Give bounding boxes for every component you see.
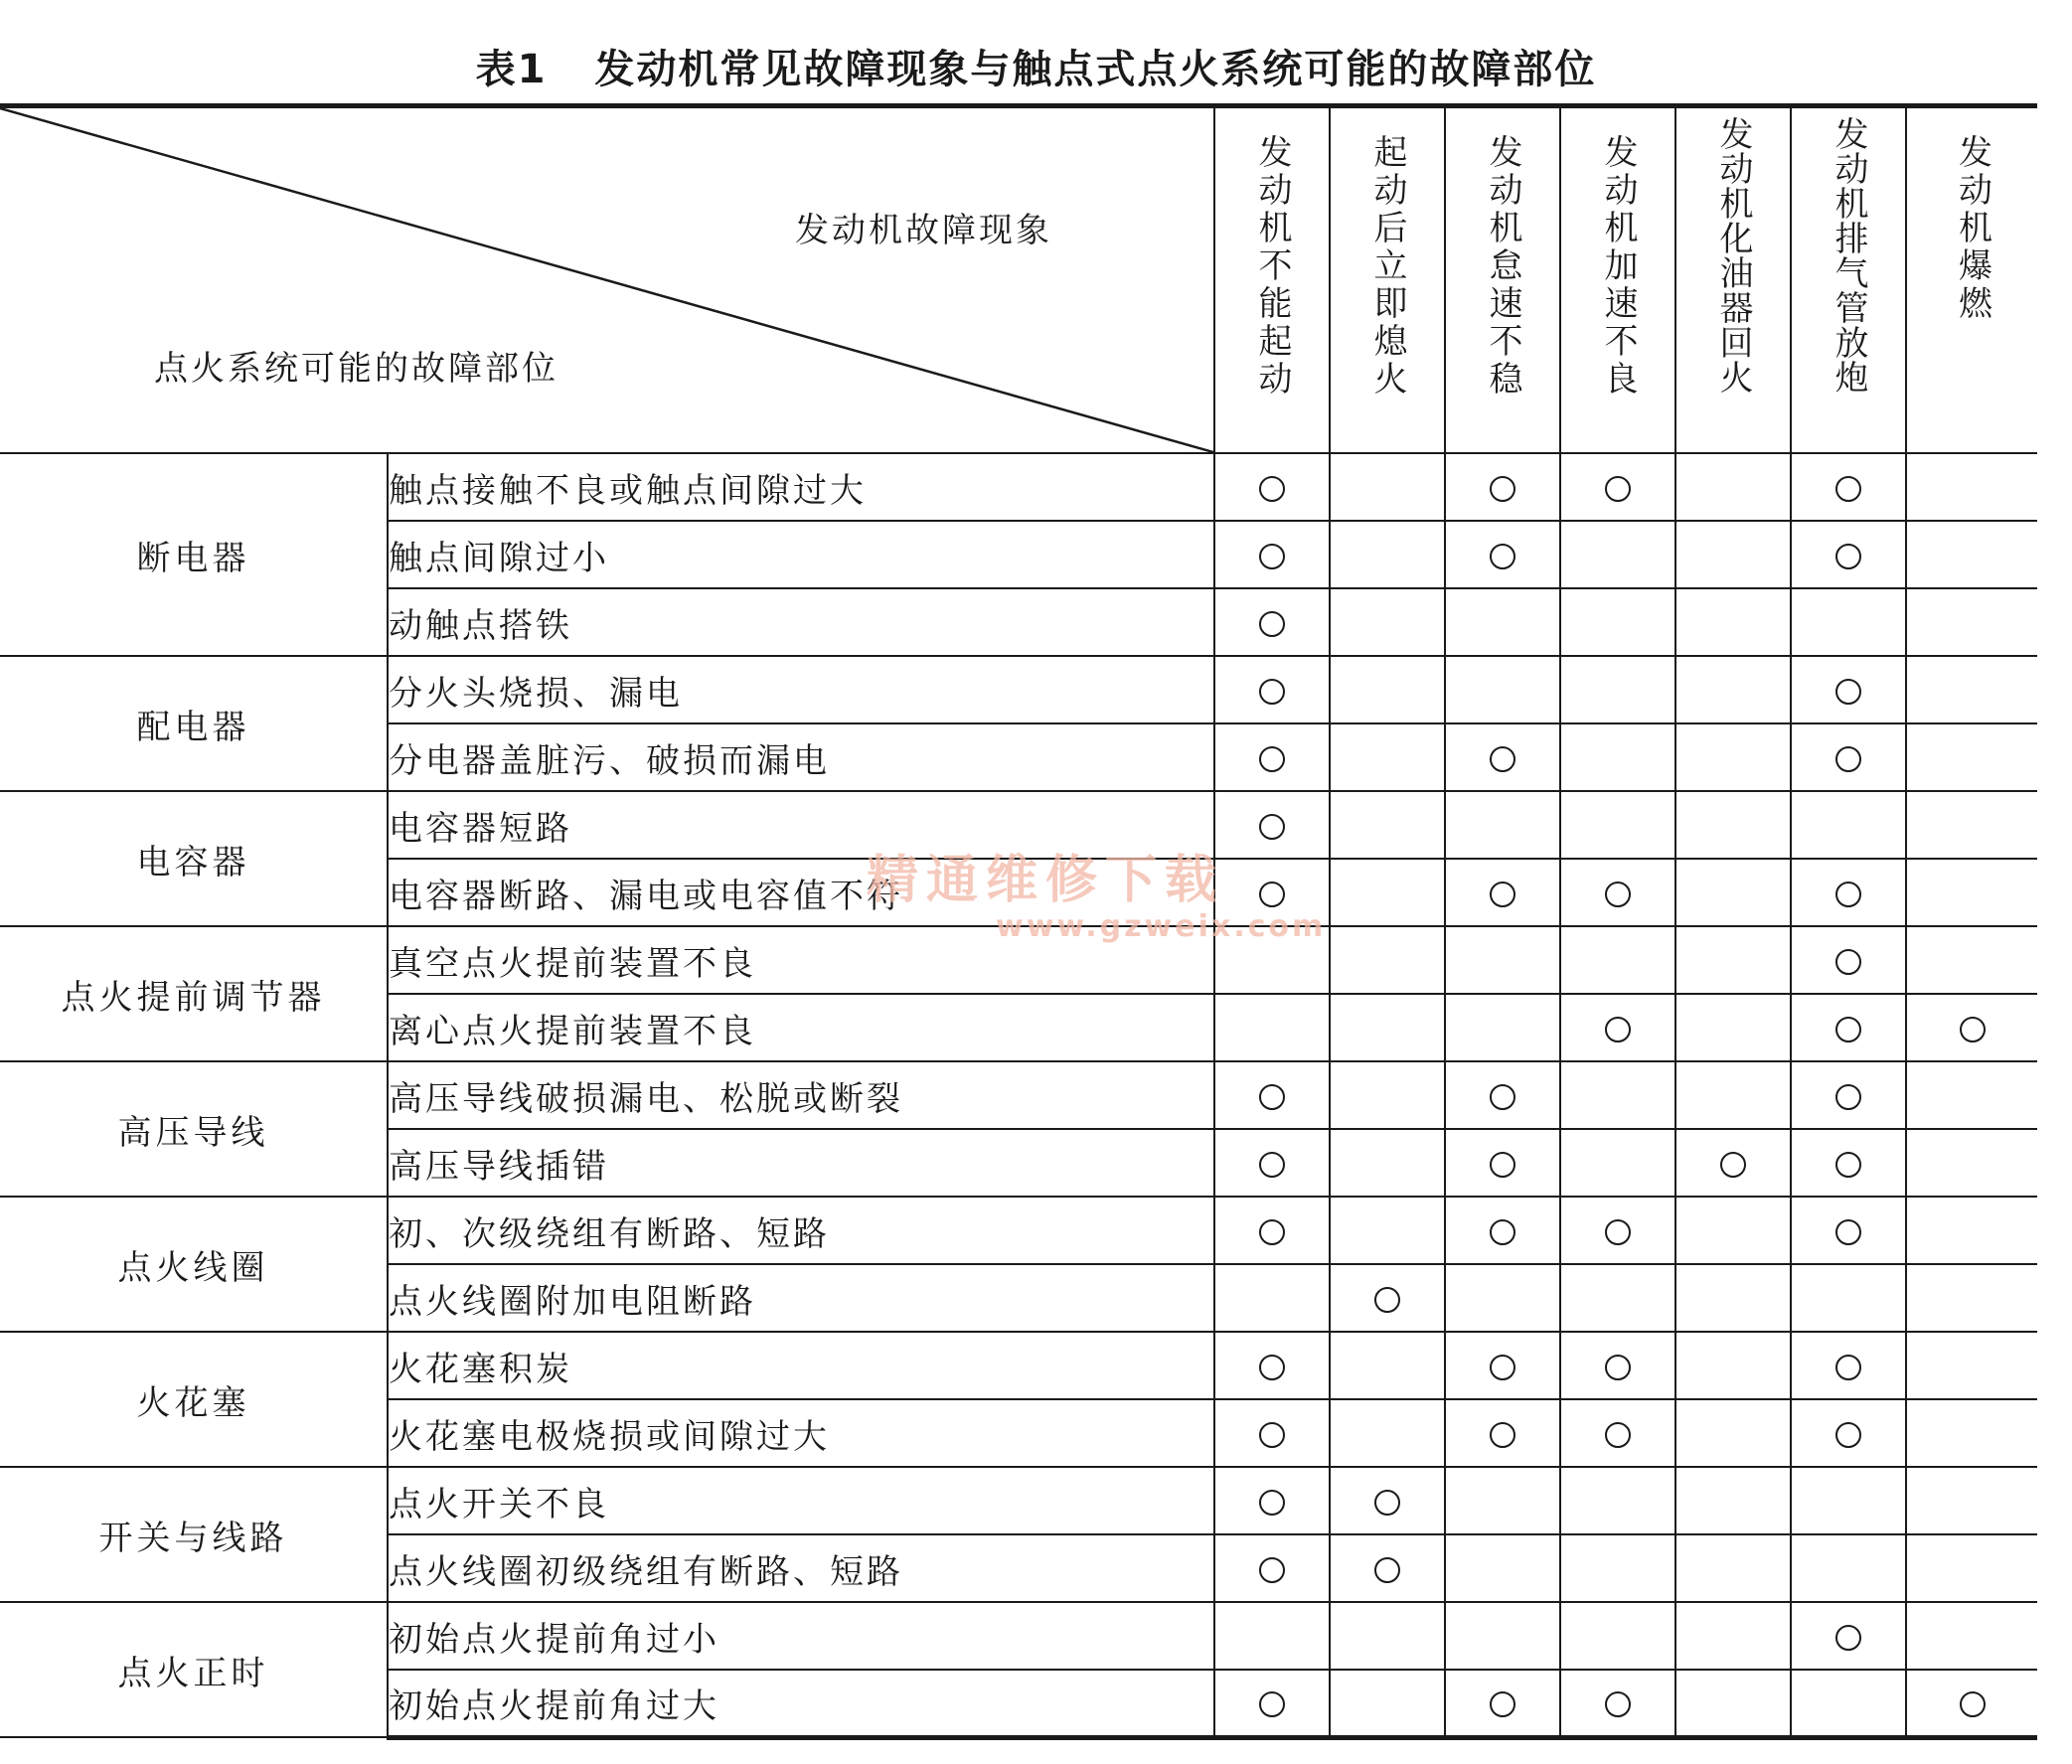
mark-cell <box>1214 1129 1330 1197</box>
circle-mark-icon <box>1490 1152 1515 1178</box>
circle-mark-icon <box>1259 1084 1285 1110</box>
mark-cell <box>1906 1264 2037 1332</box>
mark-cell <box>1330 453 1445 521</box>
mark-cell <box>1330 859 1445 926</box>
location-axis-label: 点火系统可能的故障部位 <box>154 349 558 389</box>
mark-cell <box>1445 994 1560 1061</box>
circle-mark-icon <box>1490 882 1515 907</box>
circle-mark-icon <box>1259 544 1285 569</box>
mark-cell <box>1445 723 1560 791</box>
circle-mark-icon <box>1374 1287 1400 1313</box>
circle-mark-icon <box>1259 611 1285 637</box>
circle-mark-icon <box>1490 476 1515 502</box>
symptom-label: 发动机排气管放炮 <box>1829 116 1868 395</box>
mark-cell <box>1791 1197 1906 1264</box>
mark-cell <box>1214 1534 1330 1602</box>
group-name: 点火线圈 <box>0 1197 388 1332</box>
mark-cell <box>1214 1061 1330 1129</box>
circle-mark-icon <box>1490 746 1515 772</box>
mark-cell <box>1330 1399 1445 1467</box>
circle-mark-icon <box>1835 1422 1861 1448</box>
circle-mark-icon <box>1259 476 1285 502</box>
mark-cell <box>1445 453 1560 521</box>
mark-cell <box>1791 1670 1906 1737</box>
circle-mark-icon <box>1259 1557 1285 1583</box>
circle-mark-icon <box>1374 1557 1400 1583</box>
mark-cell <box>1330 1129 1445 1197</box>
mark-cell <box>1675 1332 1791 1399</box>
mark-cell <box>1906 1061 2037 1129</box>
symptom-label: 发动机爆燃 <box>1952 134 1992 323</box>
circle-mark-icon <box>1259 1490 1285 1516</box>
table-title <box>0 38 2072 94</box>
mark-cell <box>1330 926 1445 994</box>
mark-cell <box>1214 1670 1330 1737</box>
mark-cell <box>1791 1399 1906 1467</box>
symptom-header <box>1330 106 1445 454</box>
diagonal-line <box>0 108 1213 452</box>
mark-cell <box>1330 521 1445 588</box>
mark-cell <box>1214 723 1330 791</box>
circle-mark-icon <box>1490 1691 1515 1717</box>
mark-cell <box>1791 1467 1906 1534</box>
mark-cell <box>1214 1332 1330 1399</box>
mark-cell <box>1214 791 1330 859</box>
mark-cell <box>1906 994 2037 1061</box>
mark-cell <box>1675 723 1791 791</box>
circle-mark-icon <box>1259 1422 1285 1448</box>
mark-cell <box>1330 1264 1445 1332</box>
mark-cell <box>1791 859 1906 926</box>
fault-location: 初始点火提前角过大 <box>388 1670 1214 1737</box>
symptom-label: 发动机化油器回火 <box>1713 116 1753 395</box>
fault-location: 点火线圈初级绕组有断路、短路 <box>388 1534 1214 1602</box>
circle-mark-icon <box>1605 1219 1631 1245</box>
mark-cell <box>1214 1399 1330 1467</box>
symptom-header <box>1675 106 1791 454</box>
circle-mark-icon <box>1835 882 1861 907</box>
table-row <box>0 1602 2037 1670</box>
fault-location: 真空点火提前装置不良 <box>388 926 1214 994</box>
group-name: 点火提前调节器 <box>0 926 388 1061</box>
circle-mark-icon <box>1490 1355 1515 1380</box>
group-name: 开关与线路 <box>0 1467 388 1602</box>
fault-location: 点火线圈附加电阻断路 <box>388 1264 1214 1332</box>
mark-cell <box>1330 1467 1445 1534</box>
circle-mark-icon <box>1490 1422 1515 1448</box>
mark-cell <box>1445 588 1560 656</box>
mark-cell <box>1560 723 1675 791</box>
symptom-label: 发动机不能起动 <box>1252 134 1292 399</box>
mark-cell <box>1214 1467 1330 1534</box>
table-row <box>0 926 2037 994</box>
fault-table <box>0 103 2037 1740</box>
circle-mark-icon <box>1835 746 1861 772</box>
table-row <box>0 656 2037 723</box>
circle-mark-icon <box>1605 1017 1631 1042</box>
mark-cell <box>1906 656 2037 723</box>
mark-cell <box>1675 1467 1791 1534</box>
mark-cell <box>1330 1670 1445 1737</box>
mark-cell <box>1675 588 1791 656</box>
circle-mark-icon <box>1835 476 1861 502</box>
circle-mark-icon <box>1960 1691 1986 1717</box>
circle-mark-icon <box>1259 814 1285 840</box>
mark-cell <box>1560 453 1675 521</box>
circle-mark-icon <box>1605 476 1631 502</box>
mark-cell <box>1560 791 1675 859</box>
mark-cell <box>1675 791 1791 859</box>
symptom-label: 起动后立即熄火 <box>1367 134 1407 399</box>
mark-cell <box>1906 859 2037 926</box>
circle-mark-icon <box>1374 1490 1400 1516</box>
circle-mark-icon <box>1835 949 1861 975</box>
mark-cell <box>1675 1197 1791 1264</box>
table-row <box>0 1197 2037 1264</box>
circle-mark-icon <box>1259 1219 1285 1245</box>
mark-cell <box>1675 521 1791 588</box>
mark-cell <box>1445 1670 1560 1737</box>
symptom-header <box>1214 106 1330 454</box>
fault-location: 电容器断路、漏电或电容值不符 <box>388 859 1214 926</box>
mark-cell <box>1906 791 2037 859</box>
mark-cell <box>1214 994 1330 1061</box>
table-row <box>0 453 2037 521</box>
circle-mark-icon <box>1720 1152 1746 1178</box>
fault-location: 火花塞电极烧损或间隙过大 <box>388 1399 1214 1467</box>
mark-cell <box>1791 453 1906 521</box>
fault-location: 点火开关不良 <box>388 1467 1214 1534</box>
mark-cell <box>1560 588 1675 656</box>
header-row <box>0 106 2037 454</box>
mark-cell <box>1445 521 1560 588</box>
symptom-header <box>1791 106 1906 454</box>
mark-cell <box>1445 1534 1560 1602</box>
mark-cell <box>1445 1197 1560 1264</box>
table-row <box>0 1467 2037 1534</box>
mark-cell <box>1791 1061 1906 1129</box>
fault-location: 初始点火提前角过小 <box>388 1602 1214 1670</box>
mark-cell <box>1906 453 2037 521</box>
mark-cell <box>1330 1061 1445 1129</box>
mark-cell <box>1906 521 2037 588</box>
circle-mark-icon <box>1259 1152 1285 1178</box>
circle-mark-icon <box>1835 679 1861 705</box>
table-number: 表1 <box>475 47 548 92</box>
symptom-header <box>1906 106 2037 454</box>
mark-cell <box>1560 1061 1675 1129</box>
fault-location: 电容器短路 <box>388 791 1214 859</box>
mark-cell <box>1445 1264 1560 1332</box>
mark-cell <box>1560 1534 1675 1602</box>
mark-cell <box>1906 1467 2037 1534</box>
mark-cell <box>1906 1129 2037 1197</box>
circle-mark-icon <box>1835 1084 1861 1110</box>
mark-cell <box>1791 1534 1906 1602</box>
circle-mark-icon <box>1490 1219 1515 1245</box>
group-name: 电容器 <box>0 791 388 926</box>
table-row <box>0 791 2037 859</box>
mark-cell <box>1445 1061 1560 1129</box>
mark-cell <box>1675 1061 1791 1129</box>
circle-mark-icon <box>1259 1691 1285 1717</box>
mark-cell <box>1560 1670 1675 1737</box>
fault-location: 火花塞积炭 <box>388 1332 1214 1399</box>
symptom-label: 发动机加速不良 <box>1598 134 1638 399</box>
mark-cell <box>1560 1197 1675 1264</box>
mark-cell <box>1445 1129 1560 1197</box>
mark-cell <box>1560 1399 1675 1467</box>
mark-cell <box>1330 1602 1445 1670</box>
circle-mark-icon <box>1605 1422 1631 1448</box>
fault-location: 分电器盖脏污、破损而漏电 <box>388 723 1214 791</box>
mark-cell <box>1791 588 1906 656</box>
fault-location: 高压导线破损漏电、松脱或断裂 <box>388 1061 1214 1129</box>
symptom-axis-label: 发动机故障现象 <box>795 211 1052 250</box>
fault-location: 离心点火提前装置不良 <box>388 994 1214 1061</box>
fault-location: 分火头烧损、漏电 <box>388 656 1214 723</box>
mark-cell <box>1330 723 1445 791</box>
mark-cell <box>1330 1534 1445 1602</box>
mark-cell <box>1445 859 1560 926</box>
mark-cell <box>1906 723 2037 791</box>
mark-cell <box>1560 1467 1675 1534</box>
mark-cell <box>1445 1467 1560 1534</box>
circle-mark-icon <box>1490 544 1515 569</box>
mark-cell <box>1330 656 1445 723</box>
circle-mark-icon <box>1835 1219 1861 1245</box>
mark-cell <box>1675 1670 1791 1737</box>
circle-mark-icon <box>1835 1152 1861 1178</box>
mark-cell <box>1906 1197 2037 1264</box>
mark-cell <box>1214 1602 1330 1670</box>
mark-cell <box>1906 1534 2037 1602</box>
mark-cell <box>1675 994 1791 1061</box>
mark-cell <box>1214 588 1330 656</box>
fault-location: 动触点搭铁 <box>388 588 1214 656</box>
mark-cell <box>1560 1264 1675 1332</box>
mark-cell <box>1214 1264 1330 1332</box>
circle-mark-icon <box>1835 1017 1861 1042</box>
mark-cell <box>1214 1197 1330 1264</box>
mark-cell <box>1791 1264 1906 1332</box>
table-row <box>0 1332 2037 1399</box>
mark-cell <box>1791 1332 1906 1399</box>
mark-cell <box>1791 791 1906 859</box>
mark-cell <box>1330 1197 1445 1264</box>
mark-cell <box>1791 656 1906 723</box>
mark-cell <box>1906 1670 2037 1737</box>
fault-location: 触点接触不良或触点间隙过大 <box>388 453 1214 521</box>
mark-cell <box>1675 1264 1791 1332</box>
diagonal-header-cell <box>0 106 1214 454</box>
mark-cell <box>1330 791 1445 859</box>
mark-cell <box>1791 926 1906 994</box>
circle-mark-icon <box>1960 1017 1986 1042</box>
mark-cell <box>1675 1399 1791 1467</box>
group-name: 火花塞 <box>0 1332 388 1467</box>
circle-mark-icon <box>1835 1355 1861 1380</box>
mark-cell <box>1560 1602 1675 1670</box>
mark-cell <box>1560 656 1675 723</box>
circle-mark-icon <box>1605 1691 1631 1717</box>
mark-cell <box>1445 1332 1560 1399</box>
symptom-header <box>1560 106 1675 454</box>
symptom-header <box>1445 106 1560 454</box>
mark-cell <box>1791 521 1906 588</box>
mark-cell <box>1560 1332 1675 1399</box>
mark-cell <box>1675 1534 1791 1602</box>
mark-cell <box>1445 791 1560 859</box>
mark-cell <box>1214 453 1330 521</box>
circle-mark-icon <box>1259 746 1285 772</box>
group-name: 点火正时 <box>0 1602 388 1737</box>
mark-cell <box>1675 656 1791 723</box>
circle-mark-icon <box>1490 1084 1515 1110</box>
mark-cell <box>1906 926 2037 994</box>
mark-cell <box>1906 588 2037 656</box>
fault-location: 触点间隙过小 <box>388 521 1214 588</box>
circle-mark-icon <box>1835 1625 1861 1651</box>
mark-cell <box>1560 1129 1675 1197</box>
mark-cell <box>1906 1332 2037 1399</box>
table-title-text: 发动机常见故障现象与触点式点火系统可能的故障部位 <box>594 47 1597 92</box>
circle-mark-icon <box>1835 544 1861 569</box>
circle-mark-icon <box>1605 882 1631 907</box>
mark-cell <box>1791 994 1906 1061</box>
mark-cell <box>1330 1332 1445 1399</box>
mark-cell <box>1214 521 1330 588</box>
circle-mark-icon <box>1605 1355 1631 1380</box>
group-name: 断电器 <box>0 453 388 656</box>
mark-cell <box>1560 994 1675 1061</box>
watermark-url: www.gzweix.com <box>996 909 1327 945</box>
mark-cell <box>1445 926 1560 994</box>
symptom-label: 发动机怠速不稳 <box>1483 134 1522 399</box>
circle-mark-icon <box>1259 882 1285 907</box>
mark-cell <box>1675 859 1791 926</box>
mark-cell <box>1330 994 1445 1061</box>
mark-cell <box>1675 1602 1791 1670</box>
mark-cell <box>1906 1602 2037 1670</box>
mark-cell <box>1791 723 1906 791</box>
mark-cell <box>1791 1602 1906 1670</box>
table-row <box>0 1061 2037 1129</box>
mark-cell <box>1560 859 1675 926</box>
group-name: 配电器 <box>0 656 388 791</box>
mark-cell <box>1675 453 1791 521</box>
watermark-text: 精通维修下载 <box>867 851 1225 910</box>
fault-location: 初、次级绕组有断路、短路 <box>388 1197 1214 1264</box>
mark-cell <box>1791 1129 1906 1197</box>
mark-cell <box>1906 1399 2037 1467</box>
fault-location: 高压导线插错 <box>388 1129 1214 1197</box>
mark-cell <box>1675 1129 1791 1197</box>
mark-cell <box>1214 926 1330 994</box>
mark-cell <box>1675 926 1791 994</box>
mark-cell <box>1560 926 1675 994</box>
mark-cell <box>1445 1602 1560 1670</box>
circle-mark-icon <box>1259 1355 1285 1380</box>
mark-cell <box>1445 1399 1560 1467</box>
group-name: 高压导线 <box>0 1061 388 1197</box>
mark-cell <box>1445 656 1560 723</box>
mark-cell <box>1214 656 1330 723</box>
mark-cell <box>1330 588 1445 656</box>
mark-cell <box>1214 859 1330 926</box>
mark-cell <box>1560 521 1675 588</box>
circle-mark-icon <box>1259 679 1285 705</box>
